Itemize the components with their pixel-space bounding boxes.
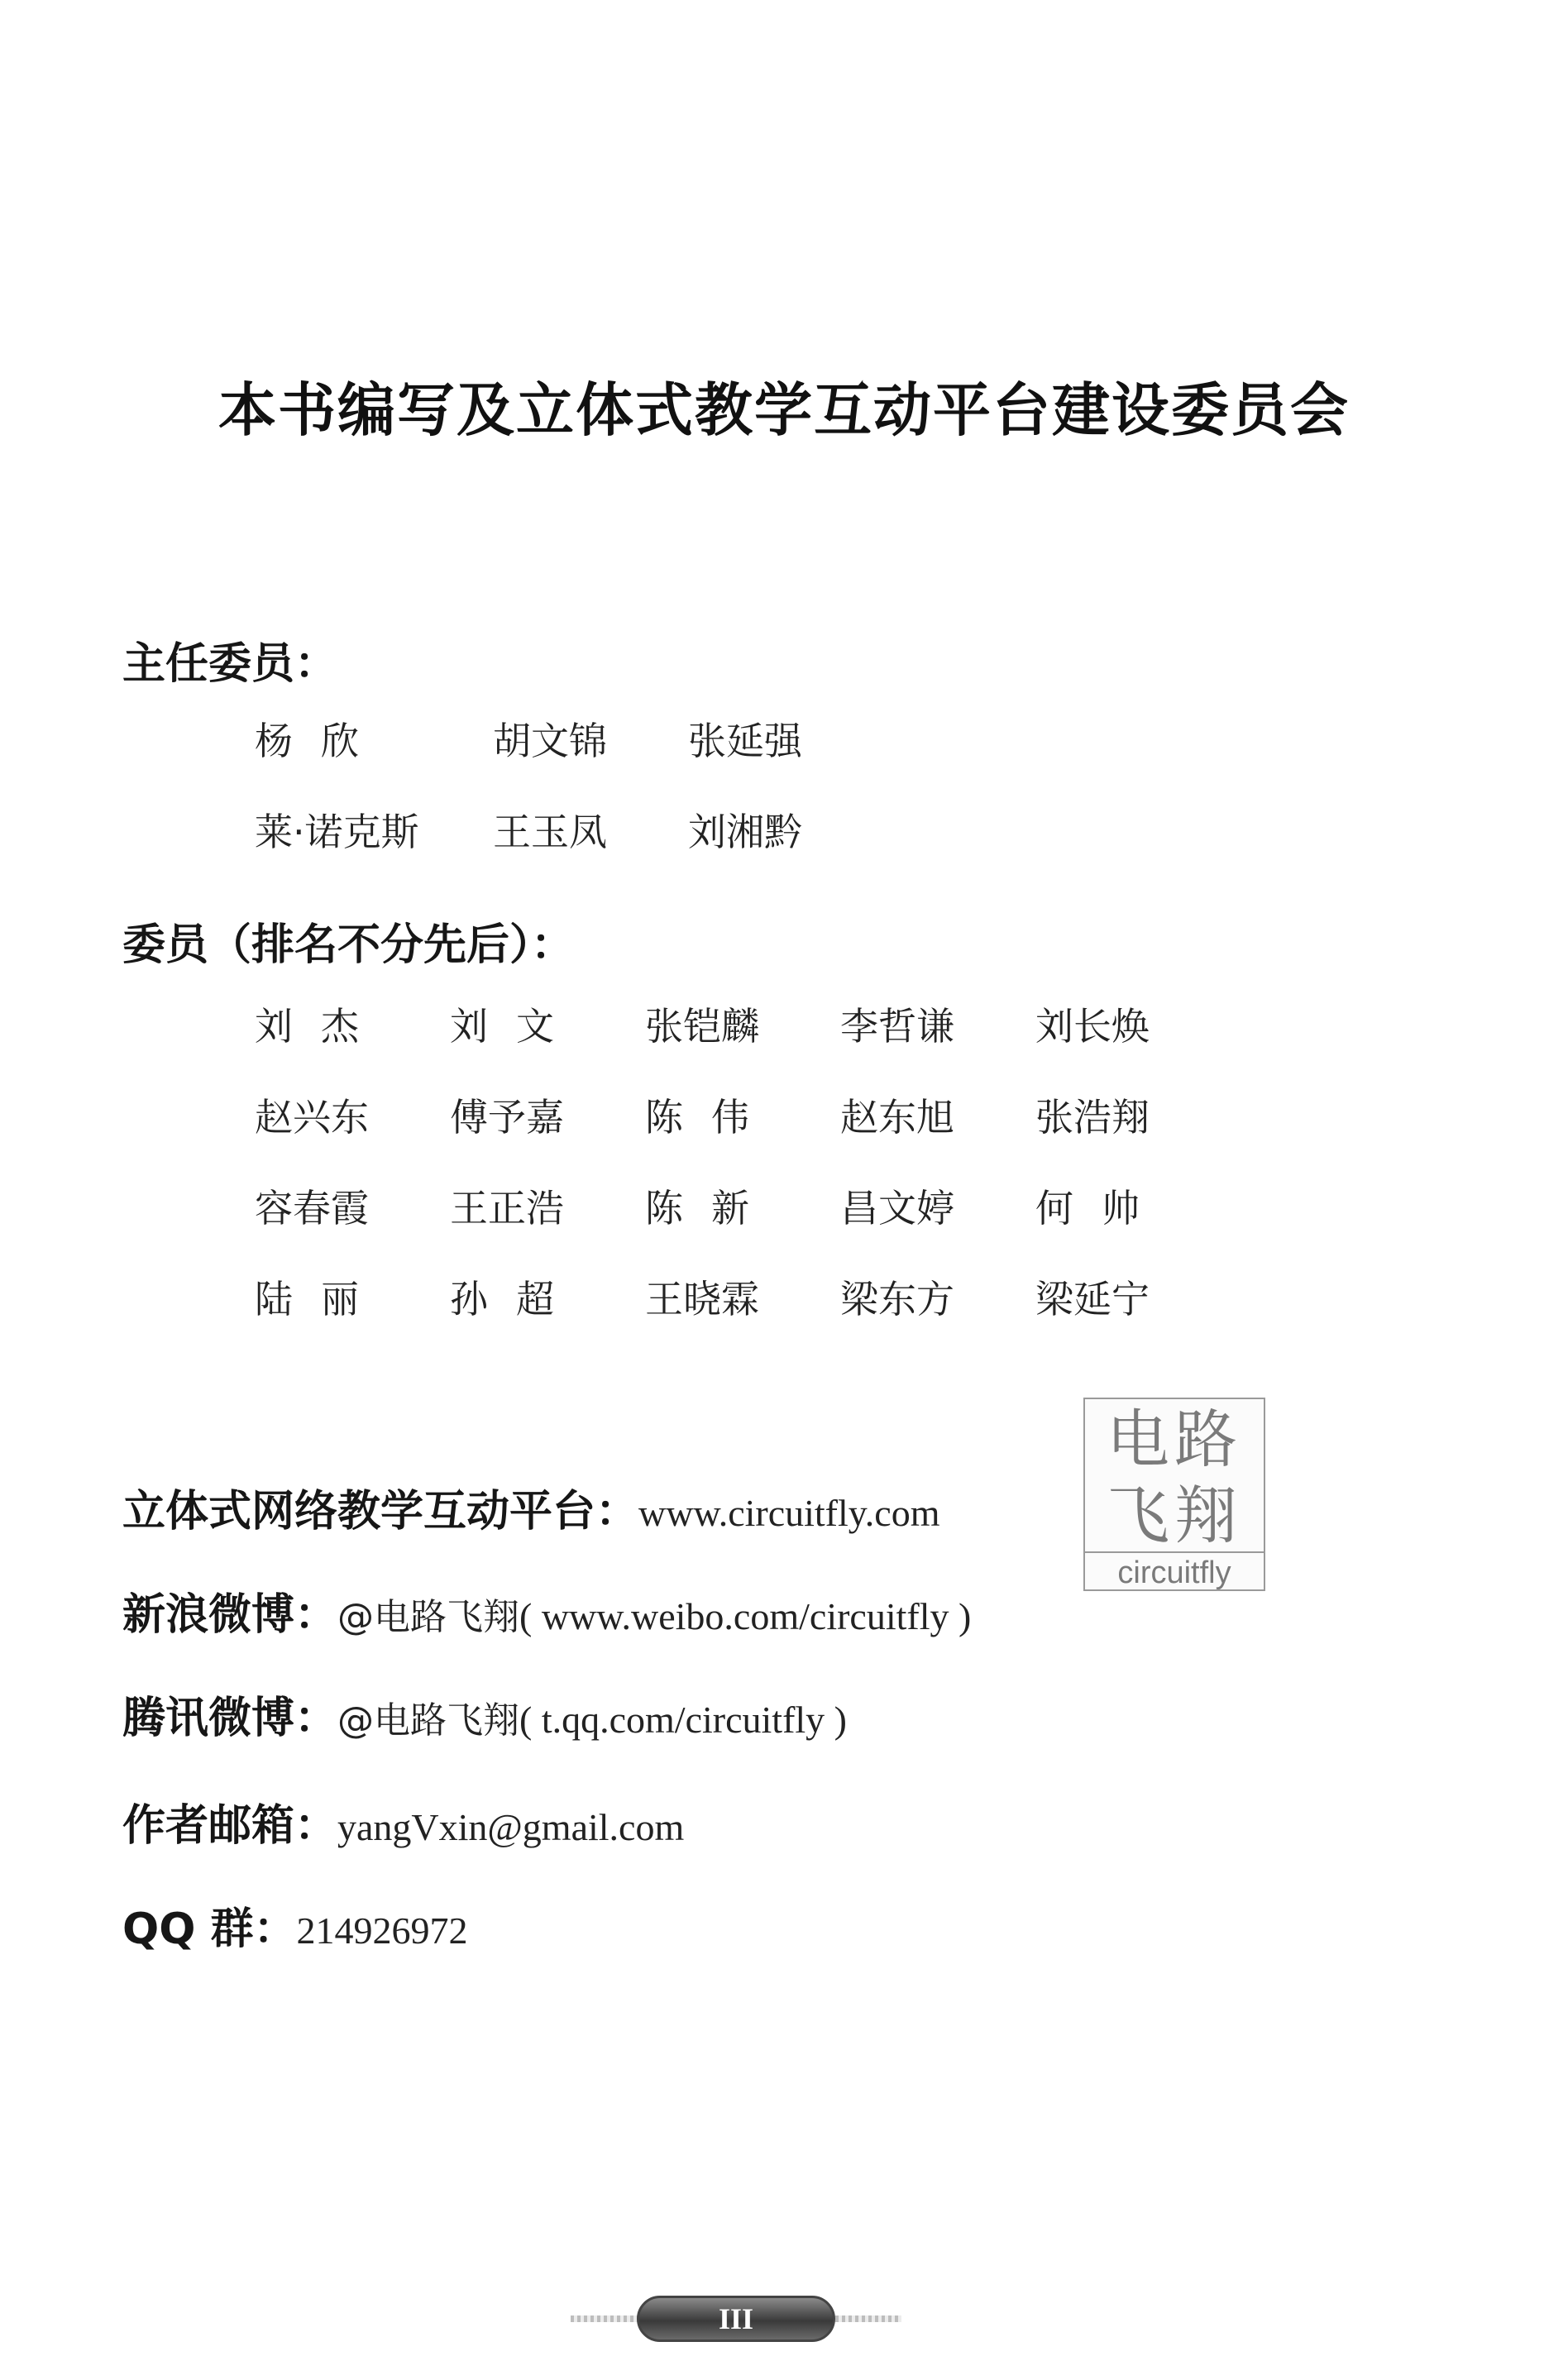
tencent-weibo-label: 腾讯微博： xyxy=(122,1694,338,1743)
sina-weibo-line xyxy=(122,1579,971,1642)
director-name: 王玉凤 xyxy=(493,810,607,854)
sina-weibo-label: 新浪微博： xyxy=(122,1590,338,1640)
director-name: 杨欣 xyxy=(255,719,387,763)
member-name: 傅予嘉 xyxy=(450,1095,564,1140)
director-name: 胡文锦 xyxy=(493,719,607,763)
members-label: 委员（排名不分先后）： xyxy=(122,920,575,970)
member-name: 王晓霖 xyxy=(645,1277,759,1321)
member-name: 赵东旭 xyxy=(840,1095,954,1140)
member-name: 王正浩 xyxy=(450,1186,564,1231)
member-name: 赵兴东 xyxy=(255,1095,369,1140)
platform-label: 立体式网络教学互动平台： xyxy=(122,1487,639,1536)
email-line xyxy=(122,1790,684,1852)
director-name: 莱·诺克斯 xyxy=(255,810,419,854)
sina-weibo-handle: @电路飞翔 xyxy=(337,1596,520,1638)
member-name: 李哲谦 xyxy=(840,1004,954,1049)
email-address[interactable]: yangVxin@gmail.com xyxy=(337,1806,685,1848)
circuitfly-logo xyxy=(1083,1398,1265,1591)
member-name: 孙超 xyxy=(450,1277,582,1321)
member-name: 梁延宁 xyxy=(1035,1277,1150,1321)
platform-line xyxy=(122,1476,940,1538)
member-name: 刘文 xyxy=(450,1004,582,1049)
platform-link[interactable]: www.circuitfly.com xyxy=(638,1492,940,1534)
member-name: 刘长焕 xyxy=(1035,1004,1150,1049)
director-name: 张延强 xyxy=(688,719,802,763)
qq-group-label: QQ 群： xyxy=(122,1904,297,1954)
member-name: 张铠麟 xyxy=(645,1004,759,1049)
tencent-weibo-line xyxy=(122,1683,847,1745)
member-name: 陆丽 xyxy=(255,1277,387,1321)
page-number-ornament xyxy=(571,2291,901,2349)
member-name: 刘杰 xyxy=(255,1004,387,1049)
member-name: 梁东方 xyxy=(840,1277,954,1321)
email-label: 作者邮箱： xyxy=(122,1801,338,1851)
qq-group-line xyxy=(122,1894,468,1956)
directors-label: 主任委员： xyxy=(122,639,338,689)
member-name: 容春霞 xyxy=(255,1186,369,1231)
member-name: 昌文婷 xyxy=(840,1186,954,1231)
logo-line1: 电路 xyxy=(1107,1403,1242,1476)
page-title: 本书编写及立体式教学互动平台建设委员会 xyxy=(218,376,1350,444)
logo-en: circuitfly xyxy=(1085,1551,1264,1593)
member-name: 陈新 xyxy=(645,1186,777,1231)
member-name: 张浩翔 xyxy=(1035,1095,1150,1140)
tencent-weibo-link[interactable]: ( t.qq.com/circuitfly ) xyxy=(519,1699,848,1741)
tencent-weibo-handle: @电路飞翔 xyxy=(337,1699,520,1742)
member-name: 何帅 xyxy=(1035,1186,1168,1231)
sina-weibo-link[interactable]: ( www.weibo.com/circuitfly ) xyxy=(519,1595,972,1637)
member-name: 陈伟 xyxy=(645,1095,777,1140)
page-number: III xyxy=(637,2296,835,2342)
qq-group-number: 214926972 xyxy=(296,1909,468,1952)
director-name: 刘湘黔 xyxy=(688,810,802,854)
logo-line2: 飞翔 xyxy=(1107,1479,1242,1552)
